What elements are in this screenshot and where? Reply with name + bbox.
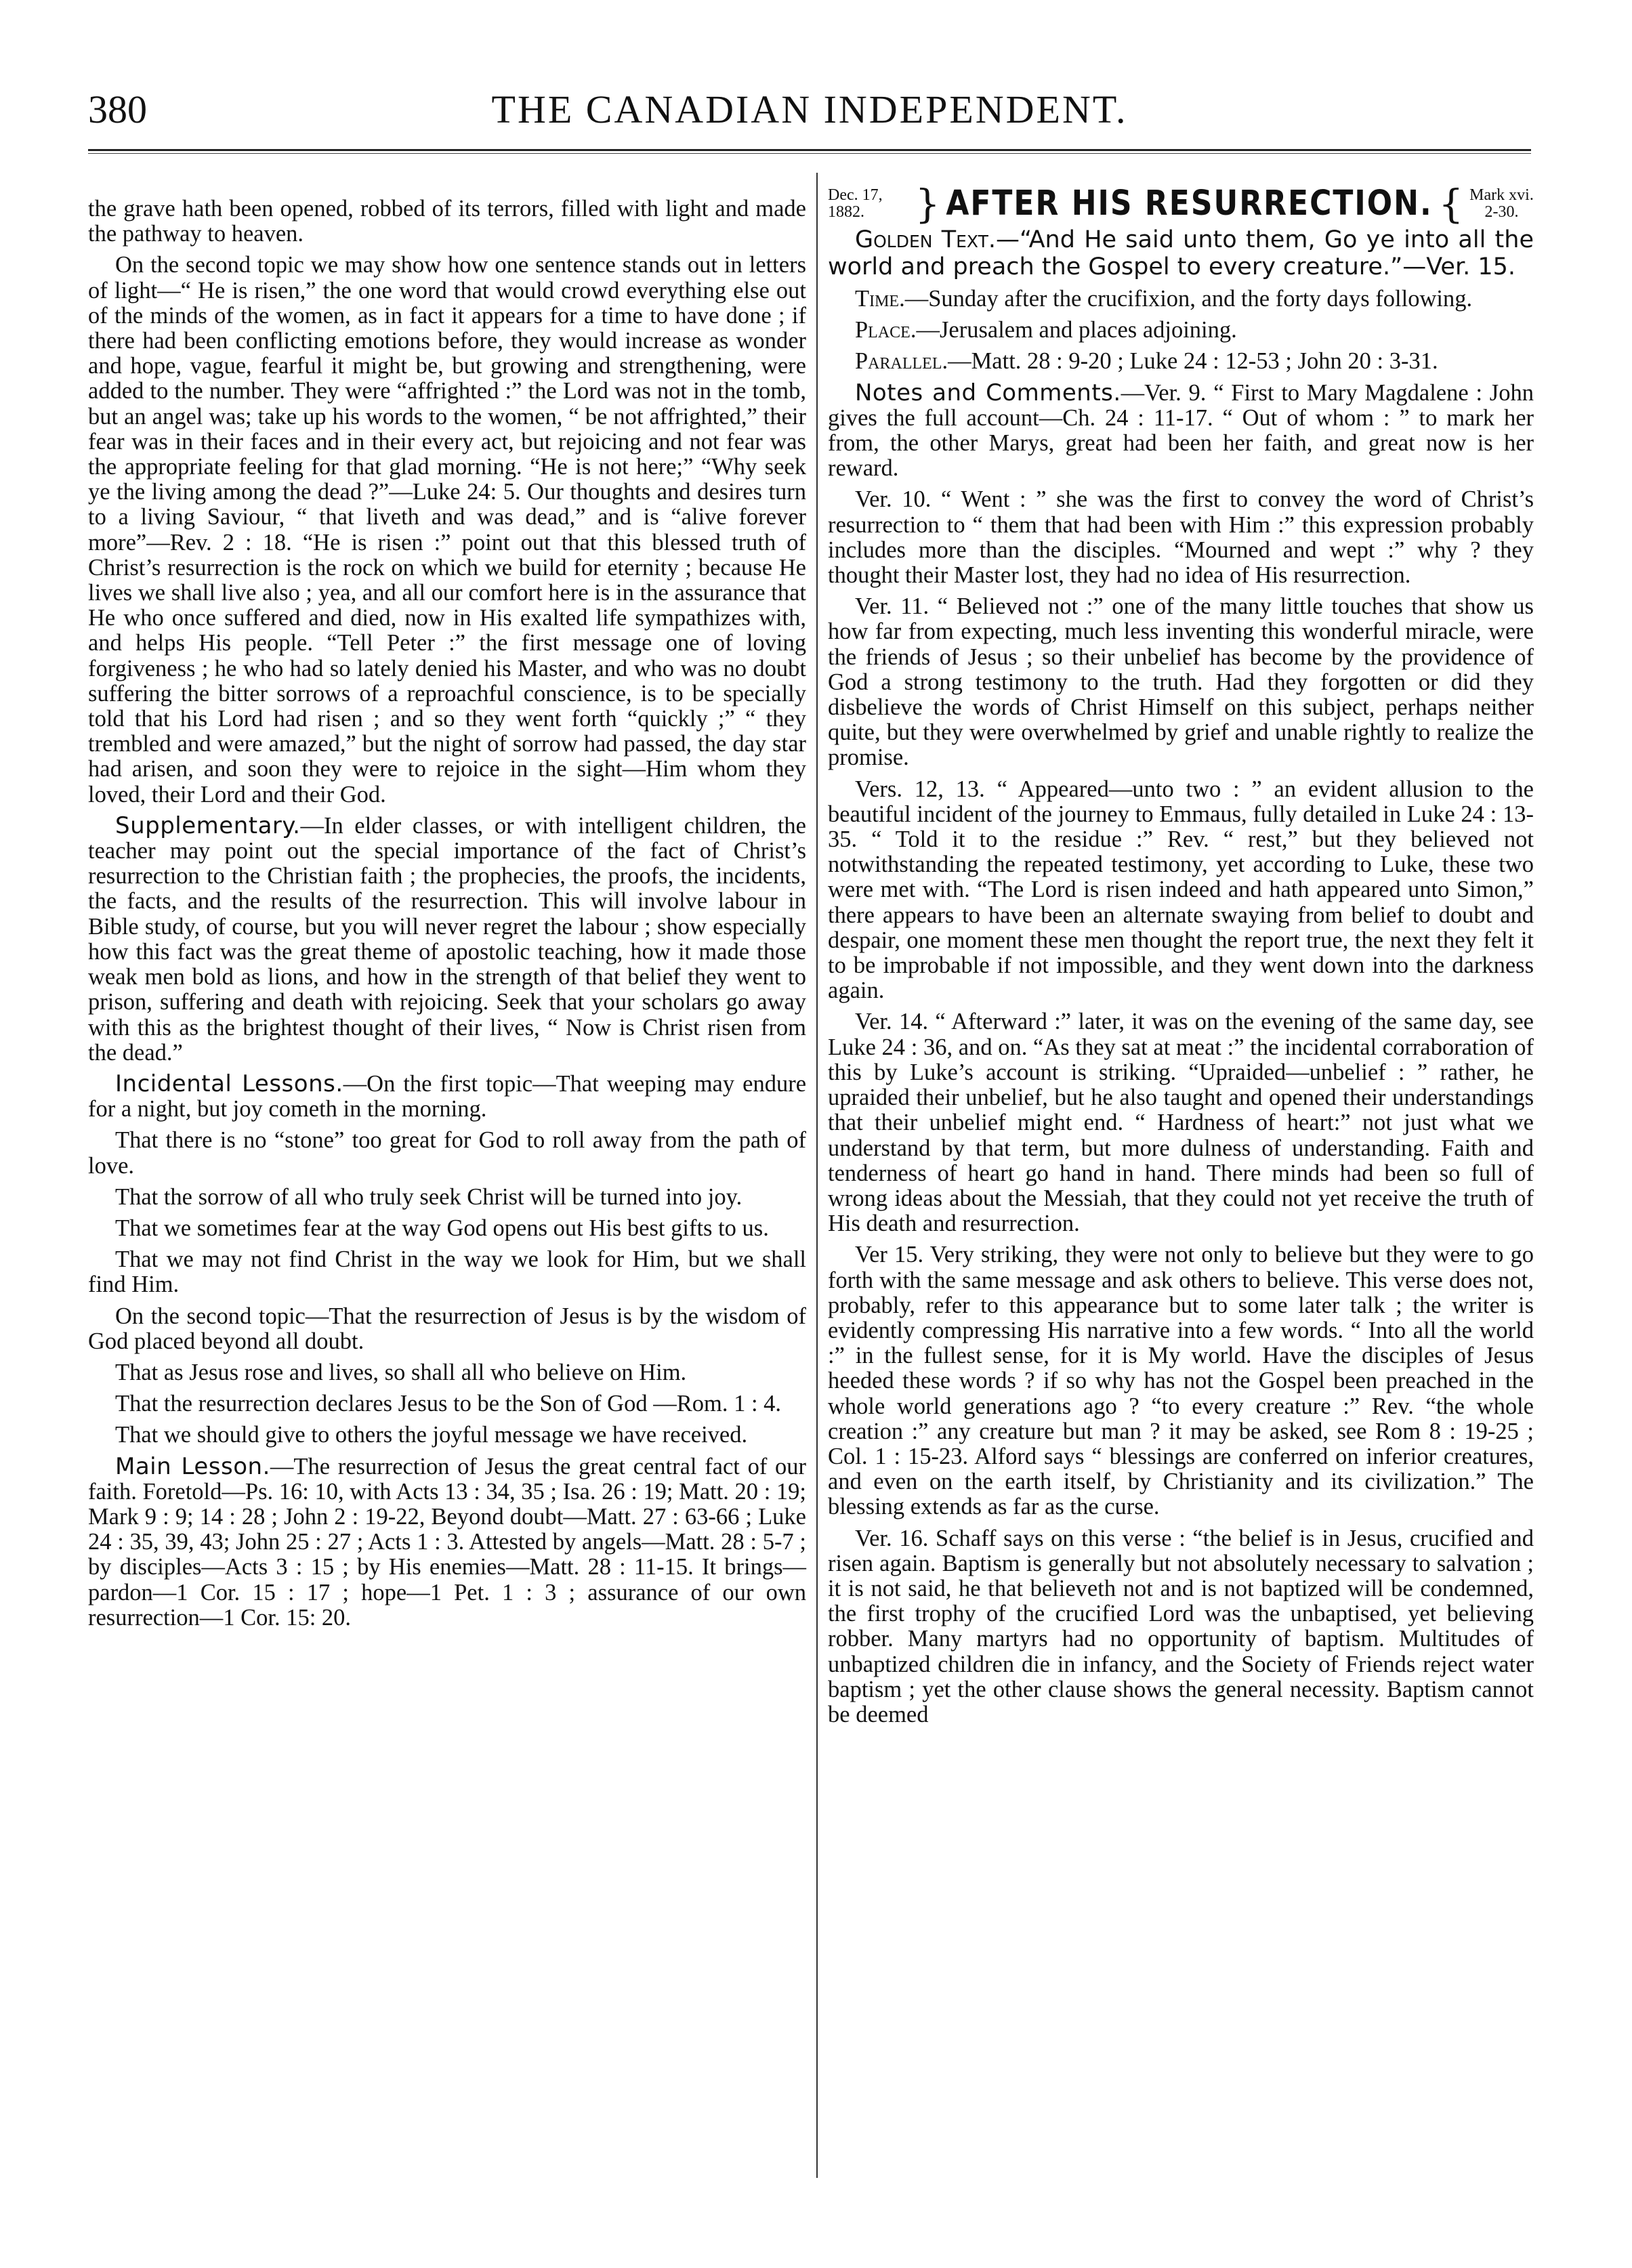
incidental-paragraph xyxy=(88,1072,806,1122)
section-heading: Main Lesson. xyxy=(115,1452,270,1480)
verse-note: Ver. 14. “ Afterward :” later, it was on the evening of the same day, see Luke 24 : 36, and on. “As they sat at meat :” the incidental corraboration of this by Luke’s account is striking. “Upraided—unbelief : ” rather, he upraided their unbelief, but he also taught and opened their understandings that their unbelief might end. “ Hardness of heart:” not just what we understand by that term, but more dulness of understanding. Faith and tenderness of heart go hand in hand. There minds had been so full of wrong ideas about the Messiah, that they could not yet receive the truth of His death and resurrection. xyxy=(828,1009,1534,1237)
right-column xyxy=(828,181,1534,1734)
label: Golden Text. xyxy=(855,226,996,253)
paragraph: On the second topic we may show how one sentence stands out in letters of light—“ He is risen,” the one word that would crowd everything else out of the minds of the women, as in fact it appears for a time to have done ; if there had been conflicting emotions before, they would increase as wonder and hope, vague, fearful it might be, but growing and strengthening, were added to the number. They were “affrighted :” the Lord was not in the tomb, but an angel was; take up his words to the women, “ be not affrighted,” their fear was in their faces and in their every act, but rejoicing and not fear was the appropriate feeling for that glad morning. “He is not here;” “Why seek ye the living among the dead ?”—Luke 24: 5. Our thoughts and desires turn to a living Saviour, “ that liveth and was dead,” and is “alive forever more”—Rev. 2 : 18. “He is risen :” point out that this blessed truth of Christ’s resurrection is the rock on which we build for eternity ; because He lives we shall live also ; yea, and all our comfort here is in the assurance that He who once suffered and died, now in His exalted life sympathizes with, and helps His people. “Tell Peter :” the first message one of loving forgiveness ; he who had so lately denied his Master, and who was no doubt suffering the bitter sorrows of a reproachful conscience, is to be specially told that his Lord had risen ; and so they went forth “quickly ;” “ they trembled and were amazed,” but the night of sorrow had passed, the day star had arisen, and soon they were to rejoice in the sight—Him whom they loved, their Lord and their God. xyxy=(88,252,806,807)
lesson-date: Dec. 17, 1882. xyxy=(828,186,883,221)
right-brace-icon: } xyxy=(915,181,940,227)
section-heading: Supplementary. xyxy=(115,812,301,839)
golden-text-body: —“And He said unto them, Go ye into all the world and preach the Gospel to every creature.”—Ver. 15. xyxy=(828,226,1534,280)
section-text: —Ver. 9. “ First to Mary Magdalene : John gives the full account—Ch. 24 : 11-17. “ Out of whom : ” to mark her from, the other Marys, great had been her faith, and great now is her reward. xyxy=(828,379,1534,482)
time-text: —Sunday after the crucifixion, and the forty days following. xyxy=(904,286,1473,312)
list-item: That we may not find Christ in the way we look for Him, but we shall find Him. xyxy=(88,1246,806,1298)
page-number: 380 xyxy=(88,87,147,131)
verse-note: Ver. 10. “ Went : ” she was the first to convey the word of Christ’s resurrection to “ them that had been with Him :” this expression probably includes more than the disciples. “Mourned and wept :” why ? they thought their Master lost, they had no idea of His resurrection. xyxy=(828,486,1534,589)
running-title: THE CANADIAN INDEPENDENT. xyxy=(491,87,1128,131)
list-item: That we sometimes fear at the way God opens out His best gifts to us. xyxy=(115,1215,769,1241)
lesson-reference: Mark xvi. 2-30. xyxy=(1469,186,1534,221)
label: Time. xyxy=(855,286,905,312)
parallel-text: —Matt. 28 : 9-20 ; Luke 24 : 12-53 ; John 20 : 3-31. xyxy=(948,348,1438,375)
section-text: —On the first topic—That weeping may endure for a night, but joy cometh in the morning. xyxy=(88,1070,807,1122)
header-rule-thin xyxy=(88,153,1531,154)
section-heading: Incidental Lessons. xyxy=(115,1070,343,1097)
list-item: That there is no “stone” too great for God to roll away from the path of love. xyxy=(88,1127,806,1179)
supplementary-paragraph xyxy=(88,814,806,1066)
section-text: —The resurrection of Jesus the great central fact of our faith. Foretold—Ps. 16: 10, with Acts 13 : 34, 35 ; Isa. 26 : 19; Matt. 20 : 19; Mark 9 : 9; 14 : 28 ; John 2 : 19-22, Beyond doubt—Matt. 27 : 63-66 ; Luke 24 : 35, 39, 43; John 25 : 27 ; Acts 1 : 3. Attested by angels—Matt. 28 : 5-7 ; by disciples—Acts 3 : 15 ; by His enemies—Matt. 28 : 11-15. It brings—pardon—1 Cor. 15 : 17 ; hope—1 Pet. 1 : 3 ; assurance of our own resurrection—1 Cor. 15: 20. xyxy=(88,1453,807,1631)
label: Parallel. xyxy=(855,348,948,375)
header-rule xyxy=(88,149,1531,151)
paragraph: the grave hath been opened, robbed of its terrors, filled with light and made the pathway to heaven. xyxy=(88,196,806,247)
place-paragraph xyxy=(828,318,1534,343)
label: Place. xyxy=(855,317,917,343)
notes-paragraph xyxy=(828,381,1534,482)
lesson-heading xyxy=(828,181,1534,227)
list-item: That the resurrection declares Jesus to be the Son of God —Rom. 1 : 4. xyxy=(115,1391,782,1417)
parallel-paragraph xyxy=(828,349,1534,374)
verse-note: Ver. 16. Schaff says on this verse : “the belief is in Jesus, crucified and risen again. Baptism is generally but not absolutely necessary to salvation ; it is not said, he that believeth not and is not baptized will be condemned, the first trophy of the crucified Lord was the unbaptised, yet believing robber. Many martyrs had no opportunity of baptism. Multitudes of unbaptized children die in infancy, and the Society of Friends reject water baptism ; yet the other clause shows the general necessity. Baptism cannot be deemed xyxy=(828,1525,1534,1727)
section-heading: Notes and Comments. xyxy=(855,379,1121,406)
main-lesson-paragraph xyxy=(88,1454,806,1631)
column-divider xyxy=(816,173,818,2178)
page-header xyxy=(88,87,1531,141)
list-item: That as Jesus rose and lives, so shall all who believe on Him. xyxy=(115,1359,687,1385)
list-item: That the sorrow of all who truly seek Christ will be turned into joy. xyxy=(115,1183,742,1210)
section-text: —In elder classes, or with intelligent children, the teacher may point out the special importance of the fact of Christ’s resurrection to the Christian faith ; the prophecies, the proofs, the incidents, the facts, and the results of the resurrection. This will involve labour in Bible study, of course, but you will never regret the labour ; show especially how this fact was the great theme of apostolic teaching, how it made those weak men bold as lions, and how in the strength of that belief they went to prison, suffering and death with rejoicing. Seek that your scholars go away with this as the brightest thought of their lives, “ Now is Christ risen from the dead.” xyxy=(88,812,806,1066)
verse-note: Ver 15. Very striking, they were not only to believe but they were to go forth with the same message and ask others to believe. This verse does not, probably, refer to this appearance but to some later talk ; the writer is evidently compressing His narrative into a few words. “ Into all the world :” in the fullest sense, for it is My world. Have the disciples of Jesus heeded these words ? if so why has not the Gospel been preached in the whole world generations ago ? “to every creature :” Rev. “the whole creation :” any creature but man ? it may be asked, see Rom 8 : 19-25 ; Col. 1 : 15-23. Alford says “ blessings are conferred on inferior creatures, and even on the earth itself, by Christianity and its civilization.” The blessing extends as far as the curse. xyxy=(828,1242,1534,1520)
lesson-title: AFTER HIS RESURRECTION. xyxy=(946,184,1433,224)
left-brace-icon: { xyxy=(1438,181,1464,227)
golden-text xyxy=(828,226,1534,280)
verse-note: Vers. 12, 13. “ Appeared—unto two : ” an evident allusion to the beautiful incident of the journey to Emmaus, fully detailed in Luke 24 : 13-35. “ Told it to the residue :” Rev. “ rest,” but they believed not notwithstanding the repeated testimony, yet according to Luke, these two were met with. “The Lord is risen indeed and hath appeared unto Simon,” there appears to have been an alternate swaying from belief to doubt and despair, one moment these men thought the report true, the next they felt it to be improbable if not impossible, and they went down into the darkness again. xyxy=(828,776,1534,1004)
time-paragraph xyxy=(828,287,1534,312)
left-column xyxy=(88,196,806,1637)
verse-note: Ver. 11. “ Believed not :” one of the many little touches that show us how far from expecting, much less inventing this wonderful miracle, were the friends of Jesus ; so their unbelief has become by the providence of God a strong testimony to the truth. Had they forgotten or did they disbelieve the words of Christ Himself on this subject, perhaps neither quite, but they were overwhelmed by grief and unable rightly to realize the promise. xyxy=(828,593,1534,771)
place-text: —Jerusalem and places adjoining. xyxy=(916,317,1237,343)
list-item: That we should give to others the joyful message we have received. xyxy=(115,1422,748,1448)
list-item: On the second topic—That the resurrection of Jesus is by the wisdom of God placed beyond all doubt. xyxy=(88,1303,806,1354)
